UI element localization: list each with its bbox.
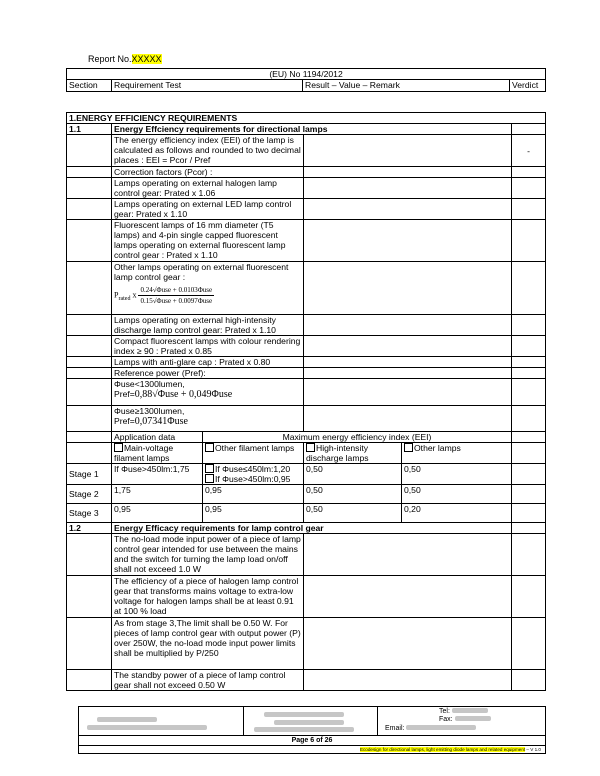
formula-x: x: [132, 290, 137, 300]
table-row: [67, 368, 546, 379]
other-gear-text: Other lamps operating on external fluorescent lamp control gear :: [114, 262, 289, 282]
formula-numerator: 0.24√Φuse + 0.0103Φuse: [140, 286, 213, 294]
stage-2-label: Stage 2: [67, 485, 112, 504]
ref-low-formula-line: [114, 389, 301, 400]
table-row: [67, 443, 546, 464]
formula-sub: rated: [118, 295, 131, 302]
footer-note: [79, 745, 545, 753]
led-factor: Lamps operating on external LED lamp control gear: Prated x 1.10: [112, 199, 304, 220]
requirements-table: [66, 112, 546, 691]
table-row: [67, 406, 546, 432]
redacted-logo: [97, 717, 157, 722]
col-other-lamps: Other lamps: [414, 443, 461, 453]
col-verdict: Verdict: [510, 80, 546, 92]
redacted-email: [406, 725, 476, 730]
table-row: [67, 618, 546, 670]
table-row: [67, 178, 546, 199]
noload-text: The no-load mode input power of a piece of lamp control gear intended for use between the mains and the switch for turning the lamp load on/off shall not exceed 1.0 W: [112, 534, 304, 576]
report-number-value: XXXXX: [131, 54, 162, 64]
redacted-address-2: [274, 720, 344, 725]
stage3-limit-text: As from stage 3,The limit shall be 0.50 W. For pieces of lamp control gear with output power (P) over 250W, the no-load mode input power limits shall be multiplied by P/250: [112, 618, 304, 670]
col-section: Section: [67, 80, 112, 92]
checkbox-icon[interactable]: [205, 443, 214, 452]
eei-verdict: -: [512, 135, 546, 167]
ref-high-formula: 0,07341Φuse: [134, 416, 188, 427]
subsection-1-1-title: Energy Effciency requirements for directional lamps: [112, 124, 512, 135]
stage-2-mains: 1,75: [112, 485, 203, 504]
table-row: [67, 523, 546, 534]
subsection-1-1-number: 1.1: [67, 124, 112, 135]
col-requirement: Requirement Test: [112, 80, 303, 92]
table-row: [67, 315, 546, 336]
formula-denominator: 0.15√Φuse + 0.0097Φuse: [140, 297, 213, 305]
table-row: [67, 220, 546, 262]
application-data-label: Application data: [112, 432, 203, 443]
footer-fax: [439, 716, 491, 723]
stage-2-filament: 0,95: [203, 485, 304, 504]
ref-high-condition: Φuse≥1300lumen,: [114, 406, 185, 416]
halogen-factor: Lamps operating on external halogen lamp control gear: Prated x 1.06: [112, 178, 304, 199]
footer-address: [244, 707, 378, 735]
stage-2-hid: 0,50: [304, 485, 402, 504]
report-number: [88, 54, 162, 64]
table-row: [67, 534, 546, 576]
table-row: [67, 124, 546, 135]
standby-text: The standby power of a piece of lamp control gear shall not exceed 0.50 W: [112, 670, 304, 691]
report-number-label: Report No.: [88, 54, 132, 64]
max-eei-label: Maximum energy efficiency index (EEI): [203, 432, 512, 443]
checkbox-icon[interactable]: [306, 443, 315, 452]
hid-factor: Lamps operating on external high-intensity discharge lamp control gear: Prated x 1.10: [112, 315, 304, 336]
subsection-1-2-number: 1.2: [67, 523, 112, 534]
tel-label: Tel:: [439, 708, 450, 715]
table-row: [67, 432, 546, 443]
table-row: [67, 167, 546, 178]
regulation-title: (EU) No 1194/2012: [67, 69, 546, 80]
stage-3-hid: 0,50: [304, 504, 402, 523]
footer-box: [78, 706, 546, 754]
table-row: [67, 336, 546, 357]
checkbox-icon[interactable]: [205, 474, 214, 483]
stage-3-label: Stage 3: [67, 504, 112, 523]
section-1-title: 1.ENERGY EFFICIENCY REQUIREMENTS: [67, 113, 546, 124]
stage-3-mains: 0,95: [112, 504, 203, 523]
formula-p: P: [114, 290, 119, 300]
reference-power: Reference power (Pref):: [112, 368, 304, 379]
checkbox-icon[interactable]: [205, 464, 214, 473]
page-number: Page 6 of 26: [79, 735, 545, 745]
stage-3-other: 0,20: [402, 504, 512, 523]
footer-tel: [439, 708, 488, 715]
ref-low-condition: Φuse<1300lumen,: [114, 379, 185, 389]
redacted-address-1: [264, 712, 344, 717]
header-table: [66, 68, 546, 92]
stage-1-filament-a-line: [205, 464, 301, 474]
antiglare-factor: Lamps with anti-glare cap : Prated x 0.80: [112, 357, 304, 368]
footer-email: [385, 725, 476, 732]
redacted-company: [87, 725, 207, 730]
footer-note-title: Ecodesign for directional lamps, light emitting diode lamps and related equipment: [359, 747, 526, 752]
table-row: [67, 485, 546, 504]
footer-note-version: – V 1.0: [525, 747, 541, 752]
eei-text: The energy efficiency index (EEI) of the lamp is calculated as follows and rounded to two decimal places : EEI = Pcor / Pref: [112, 135, 304, 167]
stage-3-filament: 0,95: [203, 504, 304, 523]
fax-label: Fax:: [439, 716, 453, 723]
subsection-1-2-title: Energy Efficacy requirements for lamp control gear: [112, 523, 512, 534]
table-row: [67, 357, 546, 368]
ref-high-formula-line: [114, 416, 301, 427]
ref-high-label: Pref=: [114, 416, 135, 426]
stage-1-label: Stage 1: [67, 464, 112, 485]
email-label: Email:: [385, 725, 405, 732]
col-result: Result – Value – Remark: [303, 80, 510, 92]
fluorescent-factor: Fluorescent lamps of 16 mm diameter (T5 lamps) and 4-pin single capped fluorescent lamps operating on external fluorescent lamp control gear : Prated x 1.10: [112, 220, 304, 262]
footer-company: [79, 707, 244, 735]
correction-factors: Correction factors (Pcor) :: [112, 167, 304, 178]
stage-1-filament-a: If Φuse≤450lm:1,20: [215, 464, 291, 474]
checkbox-icon[interactable]: [114, 443, 123, 452]
table-row: [67, 504, 546, 523]
stage-1-hid: 0,50: [304, 464, 402, 485]
table-row: [67, 576, 546, 618]
table-row: [67, 464, 546, 485]
formula-fraction: [138, 285, 214, 306]
efficiency-text: The efficiency of a piece of halogen lamp control gear that transforms mains voltage to extra-low voltage for halogen lamps shall be at least 0.91 at 100 % load: [112, 576, 304, 618]
redacted-address-3: [254, 727, 354, 732]
col-hid: High-intensity discharge lamps: [306, 443, 369, 463]
ref-low-formula: 0,88√Φuse + 0,049Φuse: [134, 389, 233, 400]
table-row: [67, 262, 546, 315]
ref-low-label: Pref=: [114, 389, 135, 399]
table-row: [67, 135, 546, 167]
footer-contact: [379, 708, 543, 735]
stage-1-other: 0,50: [402, 464, 512, 485]
stage-1-filament-b-line: [205, 474, 301, 484]
redacted-fax: [455, 716, 491, 721]
checkbox-icon[interactable]: [404, 443, 413, 452]
stage-2-other: 0,50: [402, 485, 512, 504]
table-row: [67, 199, 546, 220]
col-other-filament: Other filament lamps: [215, 443, 295, 453]
stage-1-filament-b: If Φuse>450lm:0,95: [215, 474, 291, 484]
table-row: [67, 670, 546, 691]
redacted-tel: [452, 708, 488, 713]
compact-factor: Compact fluorescent lamps with colour rendering index ≥ 90 : Prated x 0.85: [112, 336, 304, 357]
stage-1-mains: If Φuse>450lm:1,75: [112, 464, 203, 485]
table-row: [67, 379, 546, 406]
col-mains: Main-voltage filament lamps: [114, 443, 174, 463]
correction-formula: [114, 285, 301, 306]
